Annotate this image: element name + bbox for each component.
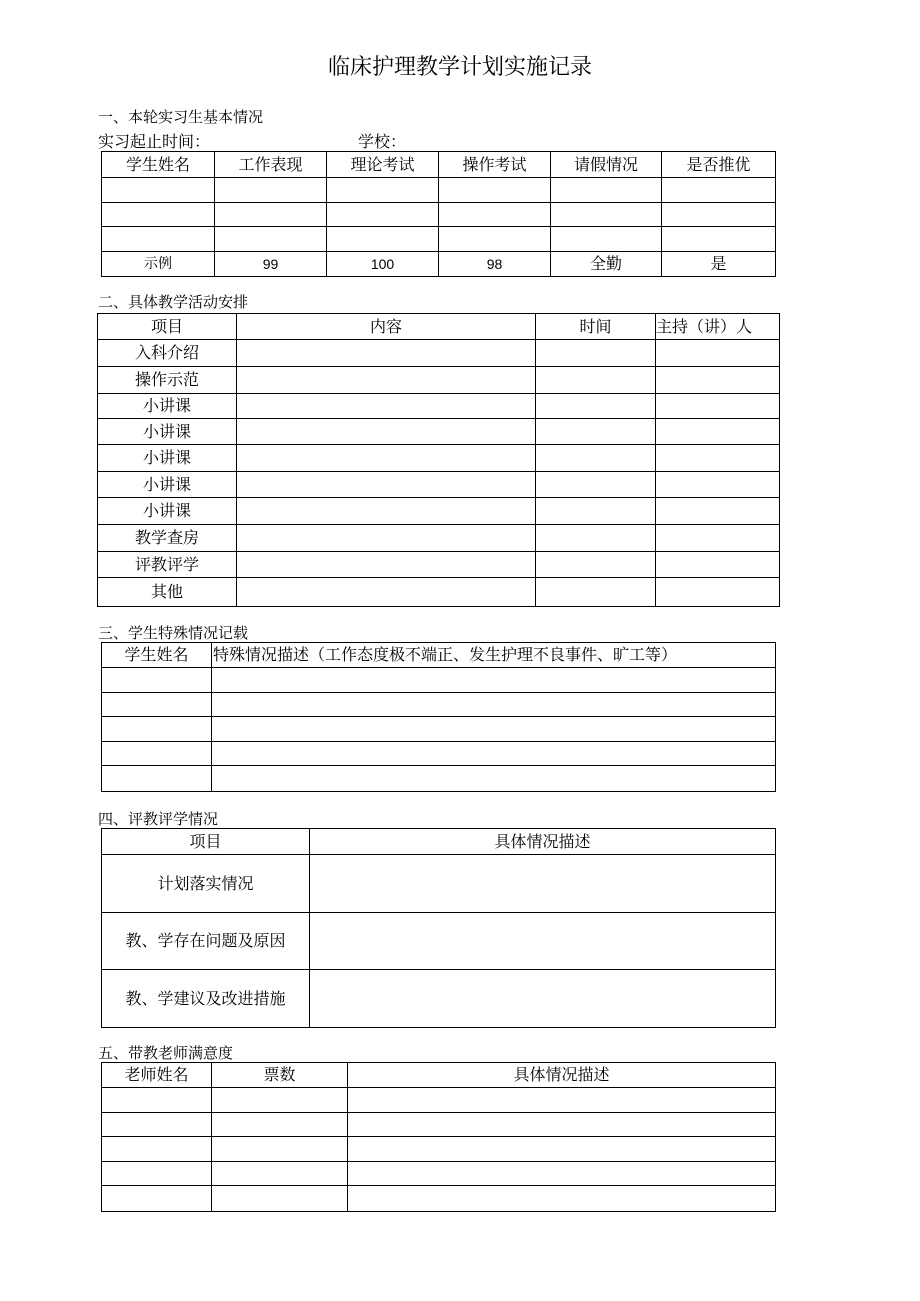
- table-row: [102, 855, 776, 913]
- input-cell[interactable]: [327, 203, 439, 227]
- input-cell[interactable]: [212, 693, 776, 717]
- section-5-heading: 五、带教老师满意度: [98, 1044, 234, 1062]
- table-header-row: [102, 643, 776, 668]
- input-cell[interactable]: [327, 227, 439, 252]
- input-cell[interactable]: [212, 766, 776, 792]
- input-cell[interactable]: [348, 1113, 776, 1137]
- input-cell[interactable]: [102, 668, 212, 693]
- table-header-row: [98, 314, 780, 340]
- input-cell[interactable]: [656, 552, 780, 578]
- section-3-heading: 三、学生特殊情况记载: [98, 624, 249, 642]
- input-cell[interactable]: [439, 203, 551, 227]
- input-cell[interactable]: [237, 552, 536, 578]
- input-cell[interactable]: [656, 445, 780, 472]
- input-cell[interactable]: [102, 766, 212, 792]
- teacher-satisfaction-table: [101, 1062, 776, 1212]
- input-cell[interactable]: [102, 693, 212, 717]
- item-cell: 操作示范: [98, 367, 237, 394]
- input-cell[interactable]: [348, 1162, 776, 1186]
- item-cell: 小讲课: [98, 445, 237, 472]
- input-cell[interactable]: [212, 1186, 348, 1212]
- table-row: [102, 766, 776, 792]
- school-label: 学校：: [358, 132, 407, 151]
- input-cell[interactable]: [536, 578, 656, 607]
- table-row: [98, 472, 780, 498]
- input-cell[interactable]: [102, 1186, 212, 1212]
- example-cell: 全勤: [551, 252, 662, 277]
- section-4-heading: 四、评教评学情况: [98, 810, 219, 828]
- table-row: [102, 1137, 776, 1162]
- input-cell[interactable]: [215, 227, 327, 252]
- item-cell: 小讲课: [98, 472, 237, 498]
- item-cell: 入科介绍: [98, 340, 237, 367]
- input-cell[interactable]: [310, 970, 776, 1028]
- input-cell[interactable]: [656, 419, 780, 445]
- header-cell: 项目: [102, 829, 310, 855]
- input-cell[interactable]: [102, 227, 215, 252]
- header-cell: 特殊情况描述（工作态度极不端正、发生护理不良事件、旷工等）: [212, 643, 776, 668]
- input-cell[interactable]: [237, 419, 536, 445]
- input-cell[interactable]: [237, 394, 536, 419]
- table-row: [98, 578, 780, 607]
- example-cell: 100: [327, 252, 439, 277]
- table-row: [98, 367, 780, 394]
- input-cell[interactable]: [215, 178, 327, 203]
- header-cell: 请假情况: [551, 152, 662, 178]
- input-cell[interactable]: [662, 203, 776, 227]
- input-cell[interactable]: [536, 552, 656, 578]
- input-cell[interactable]: [348, 1088, 776, 1113]
- section-2-heading: 二、具体教学活动安排: [98, 293, 249, 311]
- item-cell: 计划落实情况: [102, 855, 310, 913]
- header-cell: 理论考试: [327, 152, 439, 178]
- input-cell[interactable]: [536, 367, 656, 394]
- input-cell[interactable]: [212, 668, 776, 693]
- example-row: [102, 252, 776, 277]
- table-row: [102, 1113, 776, 1137]
- input-cell[interactable]: [656, 394, 780, 419]
- input-cell[interactable]: [327, 178, 439, 203]
- period-label: 实习起止时间：: [98, 132, 211, 151]
- table-header-row: [102, 152, 776, 178]
- input-cell[interactable]: [439, 178, 551, 203]
- table-row: [102, 717, 776, 742]
- input-cell[interactable]: [536, 394, 656, 419]
- header-cell: 工作表现: [215, 152, 327, 178]
- input-cell[interactable]: [536, 340, 656, 367]
- example-cell: 98: [439, 252, 551, 277]
- input-cell[interactable]: [212, 1113, 348, 1137]
- table-row: [102, 227, 776, 252]
- special-situation-table: [101, 642, 776, 792]
- input-cell[interactable]: [656, 340, 780, 367]
- table-row: [98, 340, 780, 367]
- header-cell: 时间: [536, 314, 656, 340]
- input-cell[interactable]: [102, 1088, 212, 1113]
- input-cell[interactable]: [310, 913, 776, 970]
- table-header-row: [102, 1063, 776, 1088]
- header-cell: 票数: [212, 1063, 348, 1088]
- item-cell: 评教评学: [98, 552, 237, 578]
- table-row: [98, 419, 780, 445]
- table-row: [98, 552, 780, 578]
- header-cell: 是否推优: [662, 152, 776, 178]
- input-cell[interactable]: [551, 227, 662, 252]
- table-row: [102, 913, 776, 970]
- input-cell[interactable]: [551, 203, 662, 227]
- input-cell[interactable]: [102, 1113, 212, 1137]
- input-cell[interactable]: [536, 419, 656, 445]
- input-cell[interactable]: [237, 498, 536, 525]
- input-cell[interactable]: [551, 178, 662, 203]
- input-cell[interactable]: [656, 578, 780, 607]
- example-cell: 示例: [102, 252, 215, 277]
- student-basic-table: [101, 151, 776, 277]
- header-cell: 老师姓名: [102, 1063, 212, 1088]
- input-cell[interactable]: [439, 227, 551, 252]
- table-row: [102, 178, 776, 203]
- input-cell[interactable]: [212, 1088, 348, 1113]
- input-cell[interactable]: [212, 1162, 348, 1186]
- table-row: [102, 693, 776, 717]
- input-cell[interactable]: [212, 742, 776, 766]
- input-cell[interactable]: [102, 1162, 212, 1186]
- input-cell[interactable]: [212, 1137, 348, 1162]
- input-cell[interactable]: [102, 717, 212, 742]
- input-cell[interactable]: [662, 178, 776, 203]
- header-cell: 内容: [237, 314, 536, 340]
- input-cell[interactable]: [348, 1137, 776, 1162]
- header-cell: 具体情况描述: [310, 829, 776, 855]
- input-cell[interactable]: [215, 203, 327, 227]
- table-row: [102, 742, 776, 766]
- input-cell[interactable]: [102, 178, 215, 203]
- input-cell[interactable]: [237, 445, 536, 472]
- example-cell: 99: [215, 252, 327, 277]
- item-cell: 小讲课: [98, 394, 237, 419]
- header-cell: 项目: [98, 314, 237, 340]
- input-cell[interactable]: [310, 855, 776, 913]
- section-1-heading: 一、本轮实习生基本情况: [98, 108, 264, 126]
- item-cell: 教、学存在问题及原因: [102, 913, 310, 970]
- header-cell: 主持（讲）人: [656, 314, 780, 340]
- input-cell[interactable]: [102, 742, 212, 766]
- item-cell: 小讲课: [98, 498, 237, 525]
- input-cell[interactable]: [536, 472, 656, 498]
- table-row: [102, 668, 776, 693]
- input-cell[interactable]: [536, 525, 656, 552]
- header-cell: 操作考试: [439, 152, 551, 178]
- header-cell: 学生姓名: [102, 643, 212, 668]
- input-cell[interactable]: [656, 525, 780, 552]
- input-cell[interactable]: [237, 367, 536, 394]
- input-cell[interactable]: [102, 203, 215, 227]
- input-cell[interactable]: [212, 717, 776, 742]
- item-cell: 小讲课: [98, 419, 237, 445]
- input-cell[interactable]: [662, 227, 776, 252]
- input-cell[interactable]: [536, 498, 656, 525]
- header-cell: 具体情况描述: [348, 1063, 776, 1088]
- evaluation-table: [101, 828, 776, 1028]
- header-cell: 学生姓名: [102, 152, 215, 178]
- table-row: [98, 445, 780, 472]
- input-cell[interactable]: [237, 472, 536, 498]
- teaching-activities-table: [97, 313, 780, 607]
- input-cell[interactable]: [102, 1137, 212, 1162]
- table-row: [102, 1162, 776, 1186]
- input-cell[interactable]: [237, 578, 536, 607]
- item-cell: 教学查房: [98, 525, 237, 552]
- input-cell[interactable]: [656, 498, 780, 525]
- table-header-row: [102, 829, 776, 855]
- example-cell: 是: [662, 252, 776, 277]
- table-row: [98, 525, 780, 552]
- input-cell[interactable]: [237, 525, 536, 552]
- input-cell[interactable]: [536, 445, 656, 472]
- input-cell[interactable]: [237, 340, 536, 367]
- input-cell[interactable]: [348, 1186, 776, 1212]
- table-row: [102, 970, 776, 1028]
- table-row: [98, 498, 780, 525]
- page-title: 临床护理教学计划实施记录: [327, 55, 592, 80]
- input-cell[interactable]: [656, 472, 780, 498]
- table-row: [102, 1186, 776, 1212]
- item-cell: 教、学建议及改进措施: [102, 970, 310, 1028]
- table-row: [102, 1088, 776, 1113]
- item-cell: 其他: [98, 578, 237, 607]
- table-row: [102, 203, 776, 227]
- table-row: [98, 394, 780, 419]
- input-cell[interactable]: [656, 367, 780, 394]
